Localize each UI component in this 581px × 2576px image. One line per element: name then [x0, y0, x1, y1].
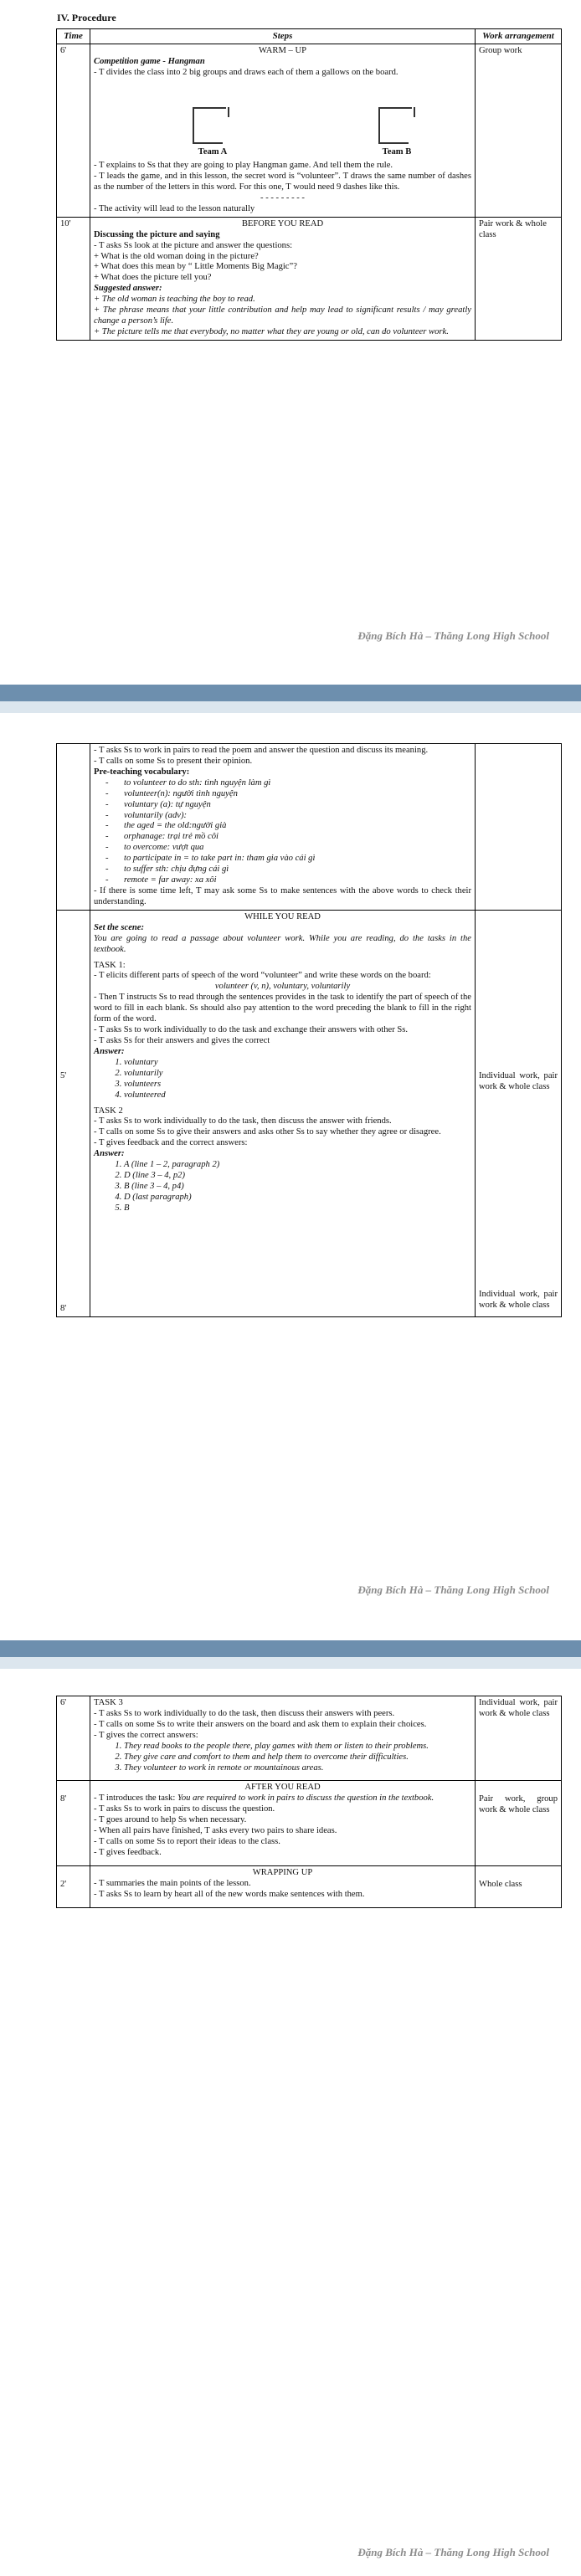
work-cell: Pair work & whole class — [476, 217, 562, 340]
stage-title: WRAPPING UP — [252, 1867, 313, 1877]
table-row — [57, 1781, 562, 1865]
steps-cell — [90, 910, 476, 1316]
list-item: - to volunteer to do sth: tình nguyện làm gì — [124, 778, 471, 789]
list-item: 3. B (line 3 – 4, p4) — [124, 1182, 471, 1193]
table-row — [57, 744, 562, 911]
after-time: 8' — [60, 1794, 67, 1804]
steps-cell — [90, 744, 476, 911]
task1-time: 5' — [60, 1070, 67, 1080]
procedure-heading: IV. Procedure — [57, 12, 116, 23]
step-text: - T asks Ss to learn by heart all of the new words make sentences with them. — [94, 1889, 365, 1899]
page-separator — [0, 1657, 581, 1669]
time-cell — [57, 910, 90, 1316]
step-text: - T elicits different parts of speech of the word “volunteer” and write these words on the board: — [94, 971, 431, 981]
task-intro: - T introduces the task: — [94, 1793, 177, 1804]
step-text: - If there is some time left, T may ask some Ss to make sentences with the above words to check their understanding. — [94, 885, 471, 906]
step-text: - T gives feedback and the correct answers: — [94, 1138, 248, 1148]
work-cell — [476, 1865, 562, 1907]
step-text: - T explains to Ss that they are going to play Hangman game. And tell them the rule. — [94, 161, 393, 171]
steps-cell — [90, 1865, 476, 1907]
steps-cell — [90, 44, 476, 217]
time-cell: 6' — [57, 44, 90, 217]
steps-cell — [90, 217, 476, 340]
list-item: 1. They read books to the people there, play games with them or listen to their problems. — [124, 1742, 471, 1752]
list-item: 2. voluntarily — [124, 1069, 471, 1080]
step-text: - T calls on some Ss to present their opinion. — [94, 756, 253, 766]
time-cell: 6' — [57, 1696, 90, 1781]
list-item: 1. voluntary — [124, 1058, 471, 1069]
list-item: - orphanage: trại trẻ mồ côi — [124, 832, 471, 843]
work-cell — [476, 910, 562, 1316]
step-text: - T asks Ss for their answers and gives the correct — [94, 1035, 270, 1045]
page-2 — [0, 713, 581, 1667]
task-instruction: You are required to work in pairs to discuss the question in the textbook. — [177, 1793, 434, 1804]
answer-text: + The old woman is teaching the boy to read. — [94, 295, 255, 305]
step-text: - T asks Ss to work in pairs to discuss the question. — [94, 1804, 275, 1814]
task2-time: 8' — [60, 1303, 67, 1313]
list-item: 3. volunteers — [124, 1080, 471, 1090]
table-row — [57, 910, 562, 1316]
step-text: - T asks Ss look at the picture and answer the questions: — [94, 240, 293, 250]
step-text: - T gives feedback. — [94, 1847, 162, 1857]
task-title: TASK 1: — [94, 960, 126, 970]
page-separator — [0, 701, 581, 713]
gallows-a-icon — [193, 107, 223, 144]
list-item: 3. They volunteer to work in remote or mountainous areas. — [124, 1763, 471, 1774]
step-text: - T calls on some Ss to report their ideas to the class. — [94, 1837, 280, 1847]
word-forms: volunteer (v, n), voluntary, voluntarily — [214, 982, 351, 992]
procedure-table-2 — [56, 743, 562, 1317]
procedure-table-3 — [56, 1696, 562, 1908]
work-cell: Individual work, pair work & whole class — [476, 1696, 562, 1781]
time-cell — [57, 1781, 90, 1865]
step-text: - T calls on some Ss to write their answers on the board and ask them to explain their choices. — [94, 1719, 427, 1729]
step-text: - T asks Ss to work in pairs to read the poem and answer the question and discuss its meaning. — [94, 746, 429, 755]
work-header: Work arrangement — [476, 29, 562, 44]
step-text: - T asks Ss to work individually to do the task, then discuss the answer with friends. — [94, 1116, 392, 1126]
page-3 — [0, 1669, 581, 2576]
question: + What is the old woman doing in the picture? — [94, 251, 259, 261]
steps-cell — [90, 1696, 476, 1781]
step-text — [94, 1793, 471, 1804]
list-item: 2. D (line 3 – 4, p2) — [124, 1171, 471, 1182]
work-cell: Group work — [476, 44, 562, 217]
answer-list — [94, 1058, 471, 1101]
time-cell — [57, 1865, 90, 1907]
list-item: 4. D (last paragraph) — [124, 1193, 471, 1203]
list-item: - to suffer sth: chịu đựng cái gì — [124, 865, 471, 875]
list-item: 5. B — [124, 1203, 471, 1214]
stage-title: AFTER YOU READ — [244, 1783, 321, 1793]
list-item: - to participate in = to take part in: tham gia vào cái gì — [124, 854, 471, 865]
task2-work: Individual work, pair work & whole class — [479, 1289, 558, 1310]
list-item: - voluntary (a): tự nguyện — [124, 800, 471, 811]
suggested-answer-label: Suggested answer: — [94, 284, 162, 294]
stage-title: WARM – UP — [258, 46, 307, 56]
wrap-time: 2' — [60, 1879, 67, 1889]
gallows-b-icon — [378, 107, 409, 144]
list-item: 2. They give care and comfort to them and help them to overcome their difficulties. — [124, 1752, 471, 1763]
table-row — [57, 1865, 562, 1907]
table-row — [57, 217, 562, 340]
vocab-title: Pre-teaching vocabulary: — [94, 767, 190, 777]
list-item: - voluntarily (adv): — [124, 811, 471, 822]
time-cell: 10' — [57, 217, 90, 340]
step-text: - Then T instructs Ss to read through the sentences provides in the task to identify the part of speech of the word to fill in each blank. Ss should also pay attention to the word preceding the blank to fill in the right form of the word. — [94, 993, 471, 1024]
table-row — [57, 44, 562, 217]
after-work: Pair work, group work & whole class — [479, 1794, 558, 1815]
table-header-row — [57, 29, 562, 44]
step-text: - T asks Ss to work individually to do the task, then discuss their answers with peers. — [94, 1708, 395, 1718]
table-row — [57, 1696, 562, 1781]
steps-cell — [90, 1781, 476, 1865]
step-text: - When all pairs have finished, T asks every two pairs to share ideas. — [94, 1826, 337, 1836]
team-b-label: Team B — [382, 147, 412, 157]
answer-text: + The phrase means that your little contribution and help may lead to significant results / may greatly change a person’s life. — [94, 305, 471, 326]
list-item: - to overcome: vượt qua — [124, 843, 471, 854]
step-text: - T summaries the main points of the lesson. — [94, 1878, 251, 1888]
list-item: 4. volunteered — [124, 1090, 471, 1101]
gallows-drawing — [94, 79, 471, 161]
step-text: - T gives the correct answers: — [94, 1730, 198, 1740]
task-title: TASK 2 — [94, 1106, 123, 1116]
scene-label: Set the scene: — [94, 922, 145, 932]
step-text: - T calls on some Ss to give their answers and asks other Ss to say whether they agree or disagree. — [94, 1127, 441, 1137]
list-item: - remote = far away: xa xôi — [124, 875, 471, 886]
list-item: 1. A (line 1 – 2, paragraph 2) — [124, 1160, 471, 1171]
work-cell — [476, 744, 562, 911]
page-1 — [0, 0, 581, 685]
page-footer: Đặng Bích Hà – Thăng Long High School — [357, 2546, 549, 2558]
team-a-label: Team A — [198, 147, 228, 157]
time-header: Time — [57, 29, 90, 44]
answer-list — [94, 1160, 471, 1214]
page-separator — [0, 1640, 581, 1657]
page-footer: Đặng Bích Hà – Thăng Long High School — [357, 1583, 549, 1596]
page-footer: Đặng Bích Hà – Thăng Long High School — [357, 629, 549, 642]
dashes: - - - - - - - - - — [260, 192, 305, 203]
step-text: - T goes around to help Ss when necessary. — [94, 1815, 247, 1825]
steps-header: Steps — [90, 29, 476, 44]
procedure-table-1 — [56, 28, 562, 341]
step-text: - T leads the game, and in this lesson, the secret word is “volunteer”. T draws the same number of dashes as the number of the letters in this word. For this one, T would need 9 dashes like this. — [94, 172, 471, 192]
list-item: - volunteer(n): người tình nguyện — [124, 789, 471, 800]
answer-text: + The picture tells me that everybody, no matter what they are young or old, can do volunteer work. — [94, 327, 449, 336]
step-text: - The activity will lead to the lesson naturally — [94, 203, 255, 213]
question: + What does this mean by “ Little Moments Big Magic”? — [94, 262, 297, 272]
work-cell — [476, 1781, 562, 1865]
stage-title: BEFORE YOU READ — [241, 218, 324, 228]
task-title: TASK 3 — [94, 1698, 123, 1707]
answer-label: Answer: — [94, 1046, 125, 1056]
step-text: - T asks Ss to work individually to do the task and exchange their answers with other Ss. — [94, 1025, 409, 1035]
scene-text: You are going to read a passage about volunteer work. While you are reading, do the tasks in the textbook. — [94, 933, 471, 954]
question: + What does the picture tell you? — [94, 273, 212, 283]
page-separator — [0, 685, 581, 701]
wrap-work: Whole class — [479, 1879, 522, 1889]
answer-list — [94, 1742, 471, 1774]
activity-title: Competition game - Hangman — [94, 57, 205, 67]
activity-title: Discussing the picture and saying — [94, 229, 220, 239]
answer-label: Answer: — [94, 1149, 125, 1159]
task1-work: Individual work, pair work & whole class — [479, 1070, 558, 1091]
step-text: - T divides the class into 2 big groups and draws each of them a gallows on the board. — [94, 68, 398, 78]
list-item: - the aged = the old:người già — [124, 821, 471, 832]
stage-title: WHILE YOU READ — [244, 911, 321, 921]
vocab-list — [94, 778, 471, 886]
time-cell — [57, 744, 90, 911]
